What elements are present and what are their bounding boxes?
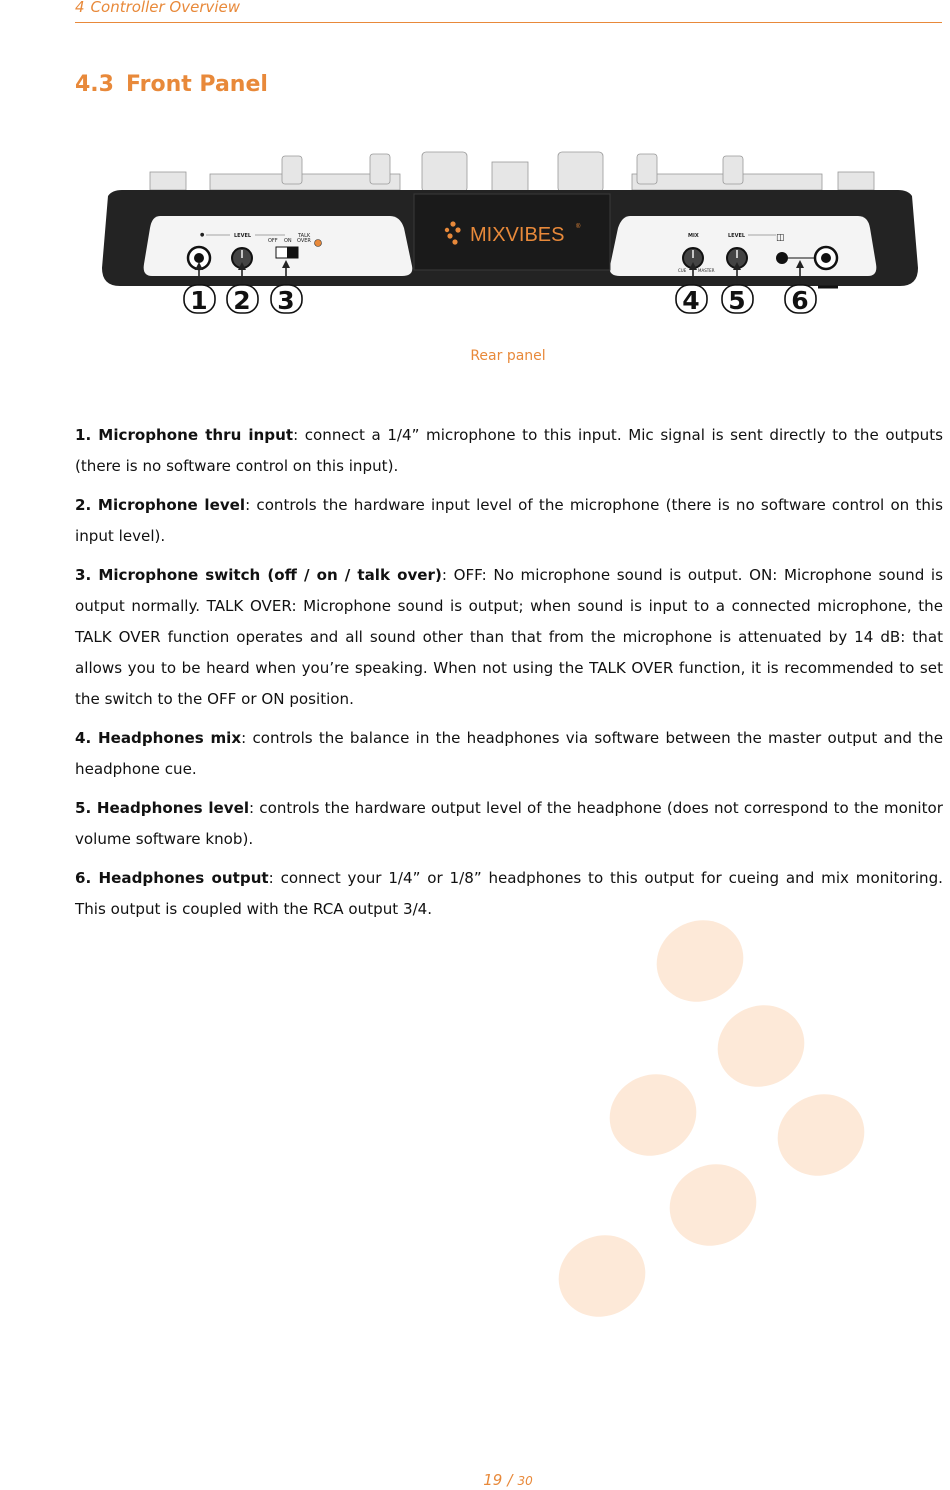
svg-text:®: ® xyxy=(576,224,581,230)
item-text: : OFF: No microphone sound is output. ON: Microphone sound is output normally. TALK OVER: Microphone sound is output; when sound is input to a connected microphone, the TALK OVER function operates and all sound other than that from the microphone is attenuated by 14 dB: that allows you to be heard when you’re speaking. When not using the TALK OVER function, it is recommended to set the switch to the OFF or ON position. xyxy=(75,566,943,708)
svg-text:MASTER: MASTER xyxy=(698,268,715,273)
chapter-title: Controller Overview xyxy=(90,0,241,16)
list-item xyxy=(75,490,943,552)
svg-text:3: 3 xyxy=(277,286,295,315)
callout-badges xyxy=(184,285,816,315)
item-label: 1. Microphone thru input xyxy=(75,426,294,444)
svg-text:1: 1 xyxy=(190,286,208,315)
page-separator: / xyxy=(507,1471,513,1489)
svg-text:5: 5 xyxy=(728,286,746,315)
talkover-led xyxy=(315,240,322,247)
item-text: : controls the hardware input level of the microphone (there is no software control on this input level). xyxy=(75,496,943,545)
figure-caption: Rear panel xyxy=(470,348,546,364)
item-label: 4. Headphones mix xyxy=(75,729,242,747)
item-label: 2. Microphone level xyxy=(75,496,246,514)
mixvibes-watermark-logo xyxy=(550,915,880,1325)
svg-text:CUE: CUE xyxy=(678,268,687,273)
section-heading: Front Panel xyxy=(125,72,268,97)
callout-2 xyxy=(227,285,258,315)
headphones-jack-small xyxy=(776,252,788,264)
left-face xyxy=(144,216,413,276)
list-item xyxy=(75,420,943,482)
svg-text:2: 2 xyxy=(233,286,251,315)
page-footer xyxy=(0,1470,950,1489)
svg-text:LEVEL: LEVEL xyxy=(728,233,746,239)
callout-5 xyxy=(722,285,753,315)
callout-4 xyxy=(676,285,707,315)
svg-text:4: 4 xyxy=(682,286,700,315)
callout-6 xyxy=(785,285,816,315)
item-label: 5. Headphones level xyxy=(75,799,249,817)
section-number: 4.3 xyxy=(75,72,114,97)
section-title xyxy=(75,72,268,97)
svg-text:◫: ◫ xyxy=(776,233,785,243)
page-number: 19 xyxy=(483,1471,503,1489)
callout-1 xyxy=(184,285,215,315)
svg-text:ON: ON xyxy=(284,238,292,244)
svg-text:6: 6 xyxy=(791,286,809,315)
controller-rear-panel-figure xyxy=(100,148,920,323)
svg-text:OVER: OVER xyxy=(297,238,311,244)
item-text: : connect a 1/4” microphone to this input. Mic signal is sent directly to the outputs (there is no software control on this input). xyxy=(75,426,944,475)
svg-text:LEVEL: LEVEL xyxy=(234,233,252,239)
list-item xyxy=(75,793,943,855)
chapter-number: 4 xyxy=(75,0,85,16)
item-label: 6. Headphones output xyxy=(75,869,269,887)
svg-text:OFF: OFF xyxy=(268,238,278,244)
item-text: : controls the balance in the headphones via software between the master output and the headphone cue. xyxy=(75,729,943,778)
item-text: : controls the hardware output level of the headphone (does not correspond to the monitor volume software knob). xyxy=(75,799,943,848)
header-rule xyxy=(75,22,942,23)
svg-text:MIX: MIX xyxy=(688,233,699,239)
svg-text:MIXVIBES: MIXVIBES xyxy=(470,224,565,246)
page-total: 30 xyxy=(517,1474,533,1488)
svg-text:TALK: TALK xyxy=(298,233,311,239)
item-text: : connect your 1/4” or 1/8” headphones to this output for cueing and mix monitoring. This output is coupled with the RCA output 3/4. xyxy=(75,869,943,918)
item-label: 3. Microphone switch (off / on / talk over) xyxy=(75,566,442,584)
description-list xyxy=(75,420,943,933)
running-header xyxy=(75,0,240,16)
callout-3 xyxy=(271,285,302,315)
svg-text:●: ● xyxy=(200,232,205,238)
top-controls xyxy=(150,152,874,192)
list-item xyxy=(75,560,943,715)
list-item xyxy=(75,723,943,785)
